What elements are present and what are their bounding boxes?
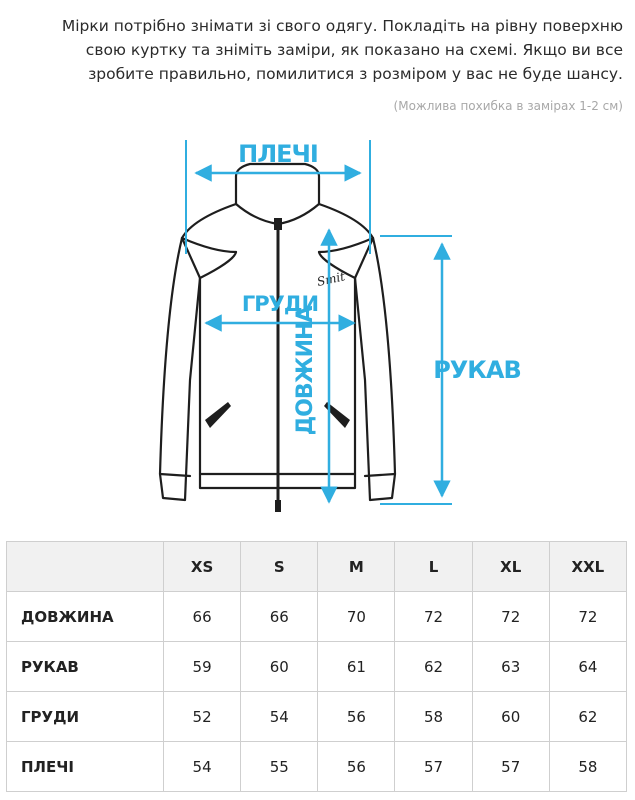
size-header-row [7,542,627,592]
size-header: XS [164,542,241,592]
table-cell: 56 [318,692,395,742]
intro-text: Мірки потрібно знімати зі свого одягу. Покладіть на рівну поверхню свою куртку та зніміть заміри, як показано на схемі. Якщо ви все зробите правильно, помилитися з розміром у вас не буде шансу. [61,17,623,83]
left-sleeve-outline [160,238,200,500]
table-cell: 58 [549,742,626,792]
left-pocket [205,402,231,428]
table-cell: 63 [472,642,549,692]
row-label: ПЛЕЧІ [7,742,164,792]
table-cell: 54 [164,742,241,792]
table-cell: 57 [472,742,549,792]
size-header: XL [472,542,549,592]
table-row [7,642,627,692]
table-cell: 72 [395,592,472,642]
table-row [7,742,627,792]
table-cell: 72 [472,592,549,642]
table-cell: 66 [164,592,241,642]
table-cell: 52 [164,692,241,742]
chest-label: ГРУДИ [241,292,319,316]
table-cell: 58 [395,692,472,742]
sleeve-label: РУКАВ [433,356,521,384]
table-row [7,592,627,642]
header-corner-cell [7,542,164,592]
row-label: ГРУДИ [7,692,164,742]
table-cell: 70 [318,592,395,642]
jacket-illustration [160,164,395,512]
table-cell: 57 [395,742,472,792]
table-cell: 62 [395,642,472,692]
size-header: M [318,542,395,592]
table-cell: 61 [318,642,395,692]
size-chart-table [6,541,627,792]
table-cell: 59 [164,642,241,692]
table-cell: 55 [241,742,318,792]
row-label: ДОВЖИНА [7,592,164,642]
right-sleeve-outline [355,238,395,500]
shoulders-label: ПЛЕЧІ [238,140,318,168]
length-label: ДОВЖИНА [293,306,318,436]
size-header: XXL [549,542,626,592]
collar-outline [236,164,319,204]
table-cell: 60 [472,692,549,742]
table-cell: 62 [549,692,626,742]
table-cell: 60 [241,642,318,692]
table-row [7,692,627,742]
table-cell: 54 [241,692,318,742]
table-cell: 72 [549,592,626,642]
table-cell: 64 [549,642,626,692]
size-header: L [395,542,472,592]
row-label: РУКАВ [7,642,164,692]
measurement-error-note: (Можлива похибка в замірах 1-2 см) [393,99,623,113]
table-cell: 56 [318,742,395,792]
table-cell: 66 [241,592,318,642]
size-header: S [241,542,318,592]
jacket-measurement-diagram [0,118,635,530]
brand-logo: Smit [315,269,347,289]
